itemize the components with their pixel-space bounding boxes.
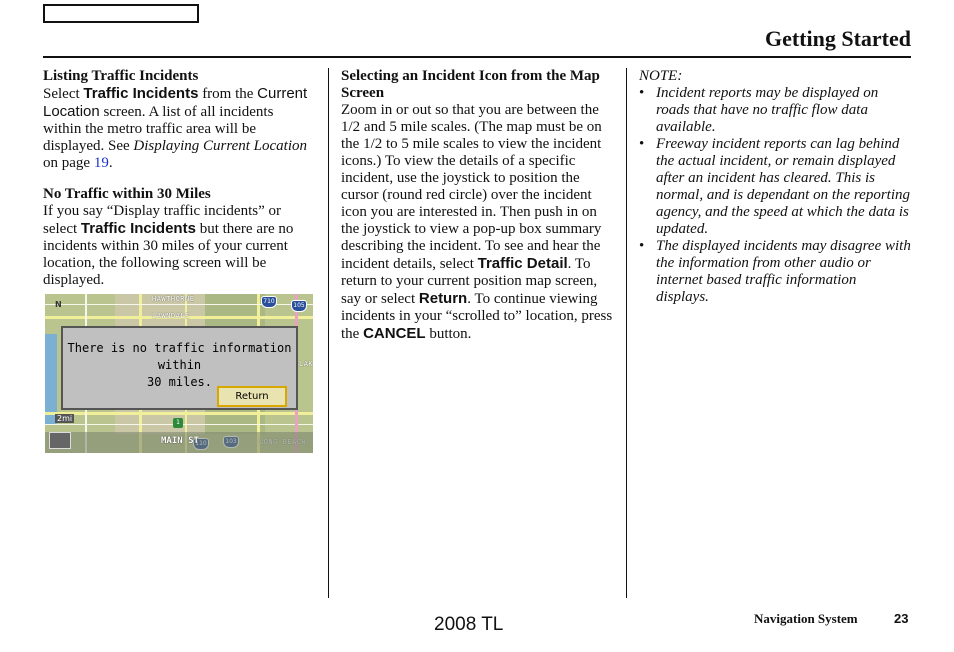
- map-scale-indicator[interactable]: 2mi: [57, 414, 73, 423]
- selecting-incident-paragraph: Zoom in or out so that you are between the 1/2 and 5 mile scales. (The map must be on the 1/2 to 5 mile scales to view the incident icons.) To view the details of a specific incident, use the joystick to position the cursor (round red circle) over the incident icon you are interested in. Then push in on the joystick to view a pop-up box summary describing the incident. To see and hear the incident details, select Traffic Detail. To return to your current position map screen, say or select Return. To continue viewing incidents in your “scrolled to” location, press the CANCEL button.: [341, 102, 613, 342]
- page-link[interactable]: 19: [93, 155, 109, 171]
- map-label-lak: LAK: [299, 360, 313, 368]
- return-term: Return: [418, 290, 468, 307]
- map-menu-icon[interactable]: [49, 432, 71, 449]
- cross-reference: Displaying Current Location: [133, 138, 308, 154]
- page-number: 23: [894, 611, 909, 626]
- bullet-icon: •: [639, 85, 645, 101]
- navigation-map-screenshot: [45, 294, 313, 453]
- traffic-incidents-term-2: Traffic Incidents: [80, 220, 196, 237]
- listing-traffic-incidents-paragraph: Select Traffic Incidents from the Current Location screen. A list of all incidents within the metro traffic area will be displayed. See Displaying Current Location on page 19.: [43, 85, 308, 171]
- bullet-icon: •: [639, 136, 645, 152]
- no-traffic-paragraph: If you say “Display traffic incidents” or select Traffic Incidents but there are no incidents within 30 miles of your current location, the following screen will be displayed.: [43, 203, 294, 288]
- column-middle: [341, 68, 613, 343]
- highway-shield-105: 105: [291, 300, 307, 312]
- route-marker-1: 1: [173, 418, 183, 428]
- footer-section-name: Navigation System: [754, 611, 858, 626]
- highway-shield-710: 710: [261, 296, 277, 308]
- section-heading-no-traffic: No Traffic within 30 Miles: [43, 186, 211, 202]
- vehicle-model-label: 2008 TL: [434, 614, 504, 635]
- current-street-name: MAIN ST: [161, 436, 199, 446]
- traffic-incidents-term: Traffic Incidents: [83, 85, 199, 102]
- note-label: NOTE:: [639, 68, 683, 84]
- current-location-term: Current Location: [43, 85, 308, 120]
- traffic-detail-term: Traffic Detail: [477, 255, 568, 272]
- no-traffic-dialog: [61, 326, 298, 410]
- column-divider-2: [626, 68, 627, 598]
- map-label-lawndale: LAWNDALE: [152, 312, 190, 320]
- dialog-message: There is no traffic information within 30 miles.: [67, 341, 292, 389]
- return-button[interactable]: Return: [217, 386, 287, 407]
- column-left: [43, 68, 315, 289]
- note-item: • Freeway incident reports can lag behind the actual incident, or remain displayed after an incident has cleared. This is normal, and is dependant on the reporting agency, and the speed at which the data is updated.: [639, 136, 911, 237]
- note-item: • Incident reports may be displayed on roads that have no traffic flow data available.: [639, 85, 879, 135]
- header-tab-box: [43, 4, 199, 23]
- map-label-hawthorne: HAWTHORNE: [152, 295, 195, 303]
- notes-list: [639, 85, 911, 306]
- compass-icon: N: [55, 300, 62, 309]
- column-right: [639, 68, 911, 306]
- note-item: • The displayed incidents may disagree with the information from other audio or internet based traffic information displays.: [639, 238, 911, 305]
- page-title: Getting Started: [764, 26, 911, 51]
- column-divider-1: [328, 68, 329, 598]
- header-divider: [43, 56, 911, 58]
- cancel-term: CANCEL: [363, 325, 426, 342]
- bullet-icon: •: [639, 238, 645, 254]
- section-heading-listing-traffic-incidents: Listing Traffic Incidents: [43, 68, 199, 84]
- section-heading-selecting-incident-icon: Selecting an Incident Icon from the Map Screen: [341, 68, 600, 101]
